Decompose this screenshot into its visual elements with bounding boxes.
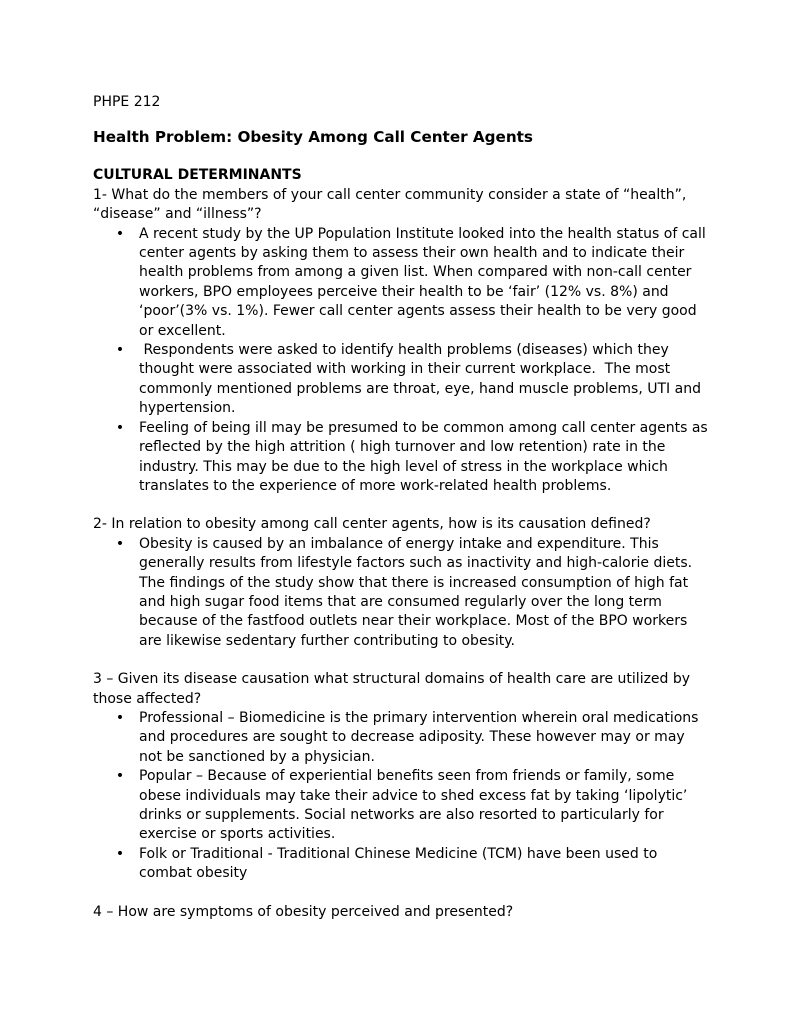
question-2: 2- In relation to obesity among call center agents, how is its causation defined?: [93, 516, 651, 533]
bullet-text: A recent study by the UP Population Institute looked into the health status of call center agents by asking them to assess their own health and to indicate their health problems from among a given list. When compared with non-call center workers, BPO employees perceive their health to be ‘fair’ (12% vs. 8%) and ‘poor’(3% vs. 1%). Fewer call center agents assess their health to be very good or excellent.: [139, 225, 706, 339]
bullet-text: Folk or Traditional - Traditional Chinese Medicine (TCM) have been used to combat obesity: [139, 845, 658, 882]
bullet-text: Feeling of being ill may be presumed to be common among call center agents as reflected by the high attrition ( high turnover and low retention) rate in the industry. This may be due to the high level of stress in the workplace which translates to the experience of more work-related health problems.: [139, 419, 708, 494]
document-title: Health Problem: Obesity Among Call Center Agents: [93, 128, 533, 147]
bullet-item: [115, 709, 711, 767]
bullet-text: Professional – Biomedicine is the primary intervention wherein oral medications and procedures are sought to decrease adiposity. These however may or may not be sanctioned by a physician.: [139, 709, 699, 765]
bullet-item: [115, 225, 711, 341]
question-4: 4 – How are symptoms of obesity perceived and presented?: [93, 903, 514, 920]
question-1: 1- What do the members of your call center community consider a state of “health”, “disease” and “illness”?: [93, 186, 687, 223]
bullet-text: Obesity is caused by an imbalance of energy intake and expenditure. This generally results from lifestyle factors such as inactivity and high-calorie diets. The findings of the study show that there is increased consumption of high fat and high sugar food items that are consumed regularly over the long term because of the fastfood outlets near their workplace. Most of the BPO workers are likewise sedentary further contributing to obesity.: [139, 535, 693, 649]
bullet-text: Respondents were asked to identify health problems (diseases) which they thought were associated with working in their current workplace. The most commonly mentioned problems are throat, eye, hand muscle problems, UTI and hypertension.: [139, 342, 706, 417]
bullet-icon: •: [115, 845, 125, 862]
bullet-item: [115, 535, 711, 651]
bullet-icon: •: [115, 225, 125, 242]
section-heading: CULTURAL DETERMINANTS: [93, 167, 302, 184]
course-code: PHPE 212: [93, 94, 161, 110]
question-3: 3 – Given its disease causation what structural domains of health care are utilized by those affected?: [93, 671, 691, 707]
bullet-item: [115, 845, 711, 884]
bullet-icon: •: [115, 342, 125, 359]
bullet-icon: •: [115, 419, 125, 436]
bullet-icon: •: [115, 768, 125, 785]
bullet-item: [115, 767, 711, 845]
bullet-text: Popular – Because of experiential benefits seen from friends or family, some obese individuals may take their advice to shed excess fat by taking ‘lipolytic’ drinks or supplements. Social networks are also resorted to particularly for exercise or sports activities.: [139, 768, 688, 843]
question-3-bullets: [93, 709, 711, 884]
bullet-item: [115, 419, 711, 497]
bullet-item: [115, 341, 711, 419]
question-1-bullets: [93, 225, 711, 497]
bullet-icon: •: [115, 709, 125, 726]
question-2-bullets: [93, 535, 711, 651]
bullet-icon: •: [115, 535, 125, 552]
